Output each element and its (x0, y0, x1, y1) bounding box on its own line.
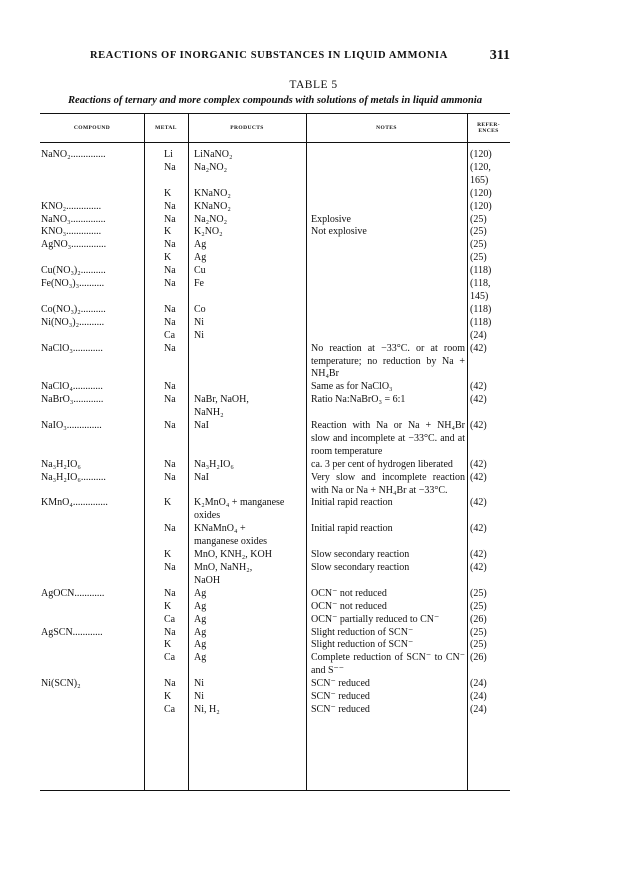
notes-cell (306, 317, 467, 330)
metal-cell: Na (164, 394, 176, 406)
products-cell: NaI (194, 420, 209, 432)
reference-cell: (42) (470, 523, 487, 535)
table-row (40, 549, 510, 562)
reference-cell: (26) (470, 652, 487, 664)
products-cell: Ni (194, 678, 204, 690)
metal-cell: Ca (164, 652, 176, 664)
metal-cell: Na (164, 239, 176, 251)
compound-cell: Cu(NO₃)₂.......... (41, 265, 106, 277)
notes-cell (306, 188, 467, 201)
table-row (40, 459, 510, 472)
notes-cell: Slight reduction of SCN⁻ (311, 639, 414, 651)
metal-cell: Na (164, 626, 176, 638)
notes-cell: No reaction at −33°C. or at room temperature; no reduction by Na + NH₄Br (311, 342, 465, 380)
products-cell: MnO, NaNH₂, NaOH (194, 562, 253, 586)
reference-cell: (25) (470, 226, 487, 238)
notes-cell (306, 239, 467, 252)
notes-cell: Complete reduction of SCN⁻ to CN⁻ and S⁻⁻ (311, 652, 465, 677)
table-row (40, 497, 510, 523)
page-number: 311 (489, 48, 510, 63)
compound-cell (40, 549, 144, 562)
compound-cell: AgSCN............ (41, 626, 103, 638)
metal-cell: K (164, 549, 172, 561)
metal-cell: Na (164, 213, 176, 225)
table-row (40, 678, 510, 691)
table-body (40, 149, 510, 717)
products-cell: Na₂NO₂ (194, 213, 228, 225)
products-cell: Cu (194, 265, 206, 277)
reference-cell: (118, 145) (470, 278, 491, 302)
table-row (40, 588, 510, 601)
products-cell: KNaMnO₄ + manganese oxides (194, 523, 268, 548)
reference-cell: (120) (470, 200, 492, 212)
compound-cell: Ni(NO₃)₂.......... (41, 316, 105, 328)
table-title: TABLE 5 (289, 79, 338, 91)
products-cell: Ag (194, 252, 207, 264)
compound-cell (40, 562, 144, 588)
compound-cell: KNO₃.............. (41, 226, 102, 238)
table-row (40, 381, 510, 394)
products-cell: Ag (194, 626, 207, 638)
metal-cell: K (164, 226, 172, 238)
products-cell: K₂MnO₄ + manganese oxides (194, 497, 285, 522)
reference-cell: (42) (470, 381, 487, 393)
table-row (40, 601, 510, 614)
notes-cell: ca. 3 per cent of hydrogen liberated (311, 458, 453, 470)
table-row (40, 317, 510, 330)
reference-cell: (24) (470, 691, 487, 703)
table-row (40, 278, 510, 304)
compound-cell (40, 614, 144, 627)
metal-cell: Li (164, 149, 173, 160)
reference-cell: (42) (470, 549, 487, 561)
notes-cell: Initial rapid reaction (311, 497, 393, 509)
notes-cell (306, 265, 467, 278)
reference-cell: (120) (470, 187, 492, 199)
notes-cell: OCN⁻ not reduced (311, 587, 387, 599)
reference-cell: (25) (470, 600, 487, 612)
compound-cell: KMnO₄.............. (41, 497, 108, 509)
compound-cell (40, 330, 144, 343)
notes-cell (306, 252, 467, 265)
compound-cell (40, 652, 144, 678)
products-cell: Ni, H₂ (194, 703, 220, 715)
reference-cell: (120, 165) (470, 161, 491, 186)
compound-cell: Co(NO₃)₂.......... (41, 303, 106, 315)
metal-cell: K (164, 187, 172, 199)
products-cell: Ag (194, 587, 207, 599)
products-cell: Na₂NO₂ (194, 161, 228, 173)
products-cell: KNaNO₂ (194, 187, 231, 199)
notes-cell: OCN⁻ partially reduced to CN⁻ (311, 613, 440, 625)
compound-cell: KNO₂.............. (41, 200, 102, 212)
compound-cell: NaNO₂.............. (41, 149, 106, 160)
reference-cell: (26) (470, 613, 487, 625)
products-cell: Co (194, 303, 206, 315)
reference-cell: (25) (470, 213, 487, 225)
products-cell: Fe (194, 278, 204, 290)
metal-cell: Na (164, 562, 176, 573)
reference-cell: (42) (470, 497, 487, 509)
metal-cell: Na (164, 161, 176, 173)
notes-cell (306, 278, 467, 304)
table-row (40, 162, 510, 188)
reference-cell: (118) (470, 303, 492, 315)
notes-cell: Slow secondary reaction (311, 562, 410, 573)
metal-cell: Na (164, 316, 176, 328)
column-header-metal: METAL (155, 125, 177, 131)
notes-cell: Same as for NaClO₃ (311, 381, 393, 393)
compound-cell: NaNO₃.............. (41, 213, 106, 225)
metal-cell: Na (164, 278, 176, 290)
page-header (90, 50, 510, 68)
reference-cell: (25) (470, 252, 487, 264)
compound-cell: NaClO₃............ (41, 342, 103, 354)
notes-cell (306, 149, 467, 162)
compound-cell: AgOCN............ (41, 587, 105, 599)
products-cell: Ag (194, 639, 207, 651)
table-row (40, 472, 510, 498)
table-row (40, 614, 510, 627)
products-cell (188, 343, 306, 382)
reference-cell: (25) (470, 587, 487, 599)
metal-cell: Na (164, 678, 176, 690)
compound-cell (40, 523, 144, 549)
running-title: REACTIONS OF INORGANIC SUBSTANCES IN LIQUID AMMONIA (90, 50, 448, 61)
notes-cell: Slight reduction of SCN⁻ (311, 626, 414, 638)
products-cell (188, 381, 306, 394)
table-row (40, 304, 510, 317)
compound-cell: Fe(NO₃)₃.......... (41, 278, 105, 290)
reference-cell: (42) (470, 458, 487, 470)
notes-cell: OCN⁻ not reduced (311, 600, 387, 612)
products-cell: Ni (194, 691, 204, 703)
table-row (40, 201, 510, 214)
reference-cell: (25) (470, 239, 487, 251)
column-header-references: REFER- ENCES (477, 122, 500, 134)
metal-cell: Na (164, 381, 176, 393)
products-cell: KNaNO₂ (194, 200, 231, 212)
compound-cell: Na₃H₂IO₆ (41, 458, 81, 470)
table-row (40, 562, 510, 588)
metal-cell: Na (164, 265, 176, 277)
notes-cell: Very slow and incomplete reaction with Na or Na + NH₄Br at −33°C. (311, 471, 465, 496)
notes-cell: Reaction with Na or Na + NH₄Br slow and incomplete at −33°C. and at room temperature (311, 420, 465, 457)
products-cell: Ag (194, 239, 207, 251)
metal-cell: Ca (164, 613, 176, 625)
notes-cell (306, 201, 467, 214)
metal-cell: Ca (164, 329, 176, 341)
column-header-products: PRODUCTS (230, 125, 264, 131)
compound-cell (40, 162, 144, 188)
table-row (40, 639, 510, 652)
reference-cell: (118) (470, 265, 492, 277)
compound-cell: AgNO₃.............. (41, 239, 107, 251)
reference-cell: (25) (470, 626, 487, 638)
metal-cell: Na (164, 420, 176, 432)
products-cell: K₂NO₂ (194, 226, 223, 238)
table-row (40, 149, 510, 162)
notes-cell: Initial rapid reaction (311, 523, 393, 535)
column-header-compound: COMPOUND (73, 125, 111, 131)
notes-cell: SCN⁻ reduced (311, 691, 370, 703)
metal-cell: Na (164, 471, 176, 483)
metal-cell: Na (164, 303, 176, 315)
metal-cell: K (164, 252, 172, 264)
products-cell: Ni (194, 316, 204, 328)
products-cell: Na₃H₂IO₆ (194, 458, 234, 470)
compound-cell (40, 639, 144, 652)
reference-cell: (42) (470, 394, 487, 406)
notes-cell: Explosive (311, 213, 351, 225)
reference-cell: (24) (470, 678, 487, 690)
notes-cell: Slow secondary reaction (311, 549, 410, 561)
table-row (40, 652, 510, 678)
products-cell: NaI (194, 471, 209, 483)
metal-cell: Na (164, 342, 176, 354)
metal-cell: Na (164, 200, 176, 212)
table-row (40, 330, 510, 343)
table-row (40, 188, 510, 201)
compound-cell (40, 252, 144, 265)
products-cell: Ag (194, 652, 207, 664)
table-row (40, 394, 510, 420)
metal-cell: Na (164, 587, 176, 599)
products-cell: LiNaNO₂ (194, 149, 233, 160)
table-row (40, 265, 510, 278)
compound-cell: NaBrO₃............ (41, 394, 104, 406)
table-row (40, 252, 510, 265)
compound-cell (40, 601, 144, 614)
notes-cell (306, 162, 467, 188)
products-cell: Ni (194, 329, 204, 341)
table-row (40, 691, 510, 704)
reference-cell: (42) (470, 471, 487, 483)
metal-cell: K (164, 497, 172, 509)
notes-cell (306, 330, 467, 343)
compound-cell: NaIO₃.............. (41, 420, 102, 432)
products-cell: Ag (194, 613, 207, 625)
metal-cell: Na (164, 458, 176, 470)
reference-cell: (42) (470, 342, 487, 354)
products-cell: MnO, KNH₂, KOH (194, 549, 272, 561)
notes-cell (306, 304, 467, 317)
compound-cell: NaClO₄............ (41, 381, 103, 393)
reference-cell: (42) (470, 562, 487, 573)
table-row (40, 226, 510, 239)
metal-cell: K (164, 691, 172, 703)
compound-cell (40, 704, 144, 717)
notes-cell: Not explosive (311, 226, 367, 238)
compound-cell (40, 691, 144, 704)
reference-cell: (24) (470, 329, 487, 341)
header-rule (40, 142, 510, 143)
notes-cell: SCN⁻ reduced (311, 703, 370, 715)
reference-cell: (42) (470, 420, 487, 432)
products-cell: Ag (194, 600, 207, 612)
reference-cell: (118) (470, 316, 492, 328)
metal-cell: Na (164, 523, 176, 535)
compound-cell (40, 188, 144, 201)
reference-cell: (24) (470, 703, 487, 715)
table-row (40, 214, 510, 227)
metal-cell: K (164, 639, 172, 651)
column-header-notes: NOTES (376, 125, 397, 131)
notes-cell: SCN⁻ reduced (311, 678, 370, 690)
data-table (40, 113, 510, 791)
table-row (40, 704, 510, 717)
compound-cell: Ni(SCN)₂ (41, 678, 81, 690)
table-caption: Reactions of ternary and more complex compounds with solutions of metals in liquid ammonia (67, 95, 483, 106)
table-row (40, 420, 510, 459)
compound-cell: Na₃H₂IO₆.......... (41, 471, 106, 483)
metal-cell: Ca (164, 703, 176, 715)
table-row (40, 343, 510, 382)
notes-cell: Ratio Na:NaBrO₃ = 6:1 (311, 394, 406, 406)
table-row (40, 627, 510, 640)
reference-cell: (120) (470, 149, 492, 160)
table-row (40, 239, 510, 252)
table-row (40, 523, 510, 549)
reference-cell: (25) (470, 639, 487, 651)
metal-cell: K (164, 600, 172, 612)
products-cell: NaBr, NaOH, NaNH₂ (194, 394, 249, 419)
